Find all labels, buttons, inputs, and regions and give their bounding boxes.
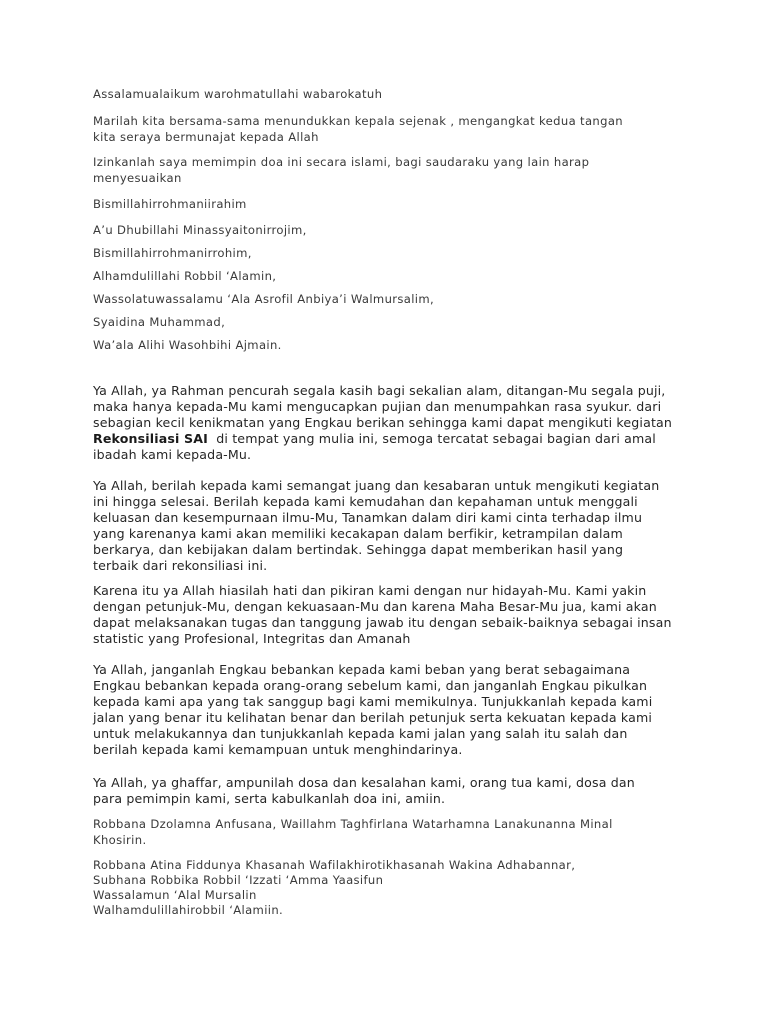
- opening-line-3: Alhamdulillahi Robbil ‘Alamin,: [93, 269, 277, 283]
- para2-line-3: keluasan dan kesempurnaan ilmu-Mu, Tanamkan dalam diri kami cinta terhadap ilmu: [93, 510, 643, 525]
- para1-line-5: ibadah kami kepada-Mu.: [93, 447, 252, 462]
- opening-line-5: Syaidina Muhammad,: [93, 315, 226, 329]
- para1-line-2: maka hanya kepada-Mu kami mengucapkan pujian dan menumpahkan rasa syukur. dari: [93, 399, 662, 414]
- greeting-line: Assalamualaikum warohmatullahi wabarokatuh: [93, 87, 383, 101]
- closing2-line-3: Wassalamun ‘Alal Mursalin: [93, 888, 257, 902]
- para2-line-4: yang karenanya kami akan memiliki kecakapan dalam berfikir, ketrampilan dalam: [93, 526, 623, 541]
- para1-line-3: sebagian kecil kenikmatan yang Engkau berikan sehingga kami dapat mengikuti kegiatan: [93, 415, 673, 430]
- opening-line-2: Bismillahirrohmanirrohim,: [93, 246, 252, 260]
- closing2-line-4: Walhamdulillahirobbil ‘Alamiin.: [93, 903, 284, 917]
- para1-line-4-rest: di tempat yang mulia ini, semoga tercatat sebagai bagian dari amal: [207, 431, 656, 446]
- para5-line-1: Ya Allah, ya ghaffar, ampunilah dosa dan kesalahan kami, orang tua kami, dosa dan: [93, 775, 635, 790]
- opening-line-6: Wa’ala Alihi Wasohbihi Ajmain.: [93, 338, 282, 352]
- intro2-line-2: menyesuaikan: [93, 171, 182, 185]
- para4-line-2: Engkau bebankan kepada orang-orang sebelum kami, dan janganlah Engkau pikulkan: [93, 678, 648, 693]
- para1-line-4: [93, 431, 656, 446]
- para2-line-2: ini hingga selesai. Berilah kepada kami kemudahan dan kepahaman untuk menggali: [93, 494, 638, 509]
- closing2-line-2: Subhana Robbika Robbil ‘Izzati ‘Amma Yaasifun: [93, 873, 384, 887]
- para2-line-6: terbaik dari rekonsiliasi ini.: [93, 558, 268, 573]
- intro1-line-1: Marilah kita bersama-sama menundukkan kepala sejenak , mengangkat kedua tangan: [93, 114, 623, 128]
- para5-line-2: para pemimpin kami, serta kabulkanlah doa ini, amiin.: [93, 791, 446, 806]
- para3-line-3: dapat melaksanakan tugas dan tanggung jawab itu dengan sebaik-baiknya sebagai insan: [93, 615, 672, 630]
- opening-line-4: Wassolatuwassalamu ‘Ala Asrofil Anbiya’i Walmursalim,: [93, 292, 435, 306]
- reconciliation-bold-text: Rekonsiliasi SAI: [93, 431, 208, 446]
- para3-line-2: dengan petunjuk-Mu, dengan kekuasaan-Mu dan karena Maha Besar-Mu jua, kami akan: [93, 599, 657, 614]
- para4-line-1: Ya Allah, janganlah Engkau bebankan kepada kami beban yang berat sebagaimana: [93, 662, 631, 677]
- para4-line-5: untuk melakukannya dan tunjukkanlah kepada kami jalan yang salah itu salah dan: [93, 726, 628, 741]
- para3-line-4: statistic yang Profesional, Integritas dan Amanah: [93, 631, 411, 646]
- intro2-line-1: Izinkanlah saya memimpin doa ini secara islami, bagi saudaraku yang lain harap: [93, 155, 590, 169]
- bismillah-line: Bismillahirrohmaniirahim: [93, 197, 247, 211]
- closing2-line-1: Robbana Atina Fiddunya Khasanah Wafilakhirotikhasanah Wakina Adhabannar,: [93, 858, 576, 872]
- para3-line-1: Karena itu ya Allah hiasilah hati dan pikiran kami dengan nur hidayah-Mu. Kami yakin: [93, 583, 647, 598]
- para4-line-6: berilah kepada kami kemampuan untuk menghindarinya.: [93, 742, 463, 757]
- para4-line-4: jalan yang benar itu kelihatan benar dan berilah petunjuk serta kekuatan kepada kami: [93, 710, 653, 725]
- closing1-line-2: Khosirin.: [93, 833, 147, 847]
- para2-line-5: berkarya, dan kebijakan dalam bertindak. Sehingga dapat memberikan hasil yang: [93, 542, 624, 557]
- opening-line-1: A’u Dhubillahi Minassyaitonirrojim,: [93, 223, 307, 237]
- closing1-line-1: Robbana Dzolamna Anfusana, Waillahm Taghfirlana Watarhamna Lanakunanna Minal: [93, 817, 613, 831]
- para1-line-1: Ya Allah, ya Rahman pencurah segala kasih bagi sekalian alam, ditangan-Mu segala puji,: [93, 383, 666, 398]
- intro1-line-2: kita seraya bermunajat kepada Allah: [93, 130, 319, 144]
- para4-line-3: kepada kami apa yang tak sanggup bagi kami memikulnya. Tunjukkanlah kepada kami: [93, 694, 653, 709]
- para2-line-1: Ya Allah, berilah kepada kami semangat juang dan kesabaran untuk mengikuti kegiatan: [93, 478, 660, 493]
